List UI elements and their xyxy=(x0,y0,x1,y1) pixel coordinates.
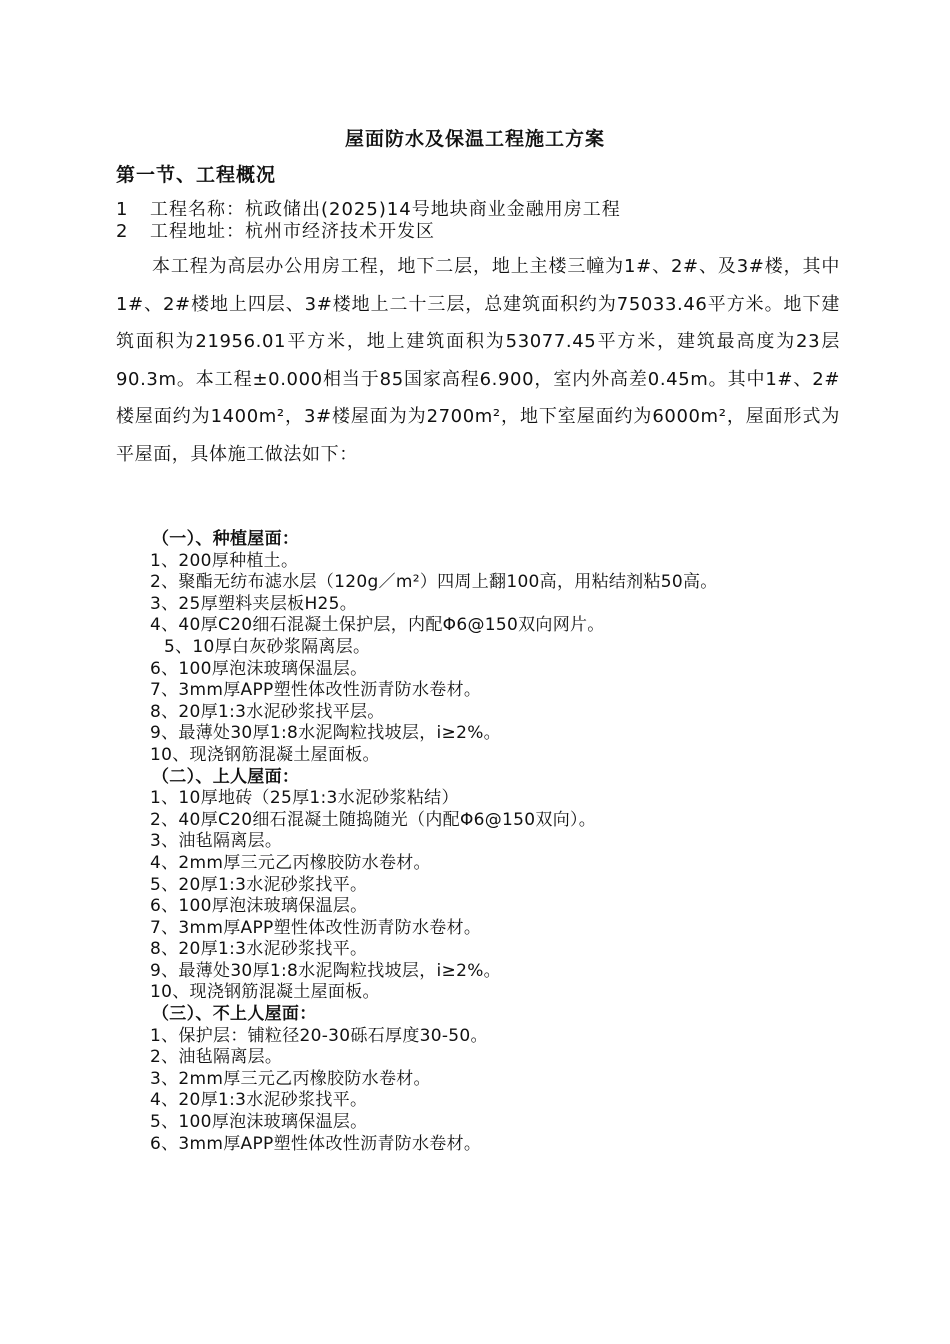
list-item: 6、3mm厚APP塑性体改性沥青防水卷材。 xyxy=(150,1133,482,1154)
list-item: 4、2mm厚三元乙丙橡胶防水卷材。 xyxy=(150,852,431,873)
roof-type-heading-planted: （一）、种植屋面： xyxy=(152,529,300,549)
list-item: 1、10厚地砖（25厚1:3水泥砂浆粘结） xyxy=(150,788,459,809)
list-item: 9、最薄处30厚1:8水泥陶粒找坡层，i≥2%。 xyxy=(150,723,501,744)
list-item: 10、现浇钢筋混凝土屋面板。 xyxy=(150,744,380,765)
list-item: 3、25厚塑料夹层板H25。 xyxy=(150,593,358,614)
roof-type-heading-accessible: （二）、上人屋面： xyxy=(152,766,300,787)
list-item: 7、3mm厚APP塑性体改性沥青防水卷材。 xyxy=(150,917,482,938)
roof-type-heading-non-accessible: （三）、不上人屋面： xyxy=(152,1004,317,1025)
list-item: 8、20厚1:3水泥砂浆找平层。 xyxy=(150,701,385,722)
document-title: 屋面防水及保温工程施工方案 xyxy=(344,128,605,150)
project-address-line xyxy=(116,217,435,243)
project-address-text: 工程地址：杭州市经济技术开发区 xyxy=(150,221,435,242)
list-item: 7、3mm厚APP塑性体改性沥青防水卷材。 xyxy=(150,680,482,701)
info-number: 1 xyxy=(116,199,129,220)
info-number: 2 xyxy=(116,221,129,242)
list-item: 9、最薄处30厚1:8水泥陶粒找坡层，i≥2%。 xyxy=(150,960,501,981)
section-heading: 第一节、工程概况 xyxy=(116,164,277,186)
intro-paragraph: 本工程为高层办公用房工程，地下二层，地上主楼三幢为1#、2#、及3#楼，其中1#、2#楼地上四层、3#楼地上二十三层，总建筑面积约为75033.46平方米。地下建筑面积为21956.01平方米，地上建筑面积为53077.45平方米，建筑最高度为23层90.3m。本工程±0.000相当于85国家高程6.900，室内外高差0.45m。其中1#、2#楼屋面约为1400m²，3#楼屋面为为2700m²，地下室屋面约为6000m²，屋面形式为平屋面，具体施工做法如下： xyxy=(116,256,840,465)
list-item: 8、20厚1:3水泥砂浆找平。 xyxy=(150,939,368,960)
list-item: 6、100厚泡沫玻璃保温层。 xyxy=(150,658,368,679)
list-item: 5、20厚1:3水泥砂浆找平。 xyxy=(150,874,368,895)
list-item: 3、2mm厚三元乙丙橡胶防水卷材。 xyxy=(150,1068,431,1089)
list-item: 2、40厚C20细石混凝土随捣随光（内配Φ6@150双向）。 xyxy=(150,809,597,830)
list-item: 3、油毡隔离层。 xyxy=(150,831,283,852)
list-item: 4、40厚C20细石混凝土保护层，内配Φ6@150双向网片。 xyxy=(150,615,605,636)
list-item: 1、保护层：铺粒径20-30砾石厚度30-50。 xyxy=(150,1025,488,1046)
roof-spec-list xyxy=(150,529,850,1155)
list-item: 2、聚酯无纺布滤水层（120g／m²）四周上翻100高，用粘结剂粘50高。 xyxy=(150,572,718,593)
list-item: 5、10厚白灰砂浆隔离层。 xyxy=(164,636,371,657)
list-item: 2、油毡隔离层。 xyxy=(150,1047,283,1068)
project-name-text: 工程名称：杭政储出(2025)14号地块商业金融用房工程 xyxy=(150,199,621,220)
list-item: 4、20厚1:3水泥砂浆找平。 xyxy=(150,1090,368,1111)
list-item: 6、100厚泡沫玻璃保温层。 xyxy=(150,896,368,917)
list-item: 5、100厚泡沫玻璃保温层。 xyxy=(150,1112,368,1133)
list-item: 1、200厚种植土。 xyxy=(150,550,299,571)
list-item: 10、现浇钢筋混凝土屋面板。 xyxy=(150,982,380,1003)
